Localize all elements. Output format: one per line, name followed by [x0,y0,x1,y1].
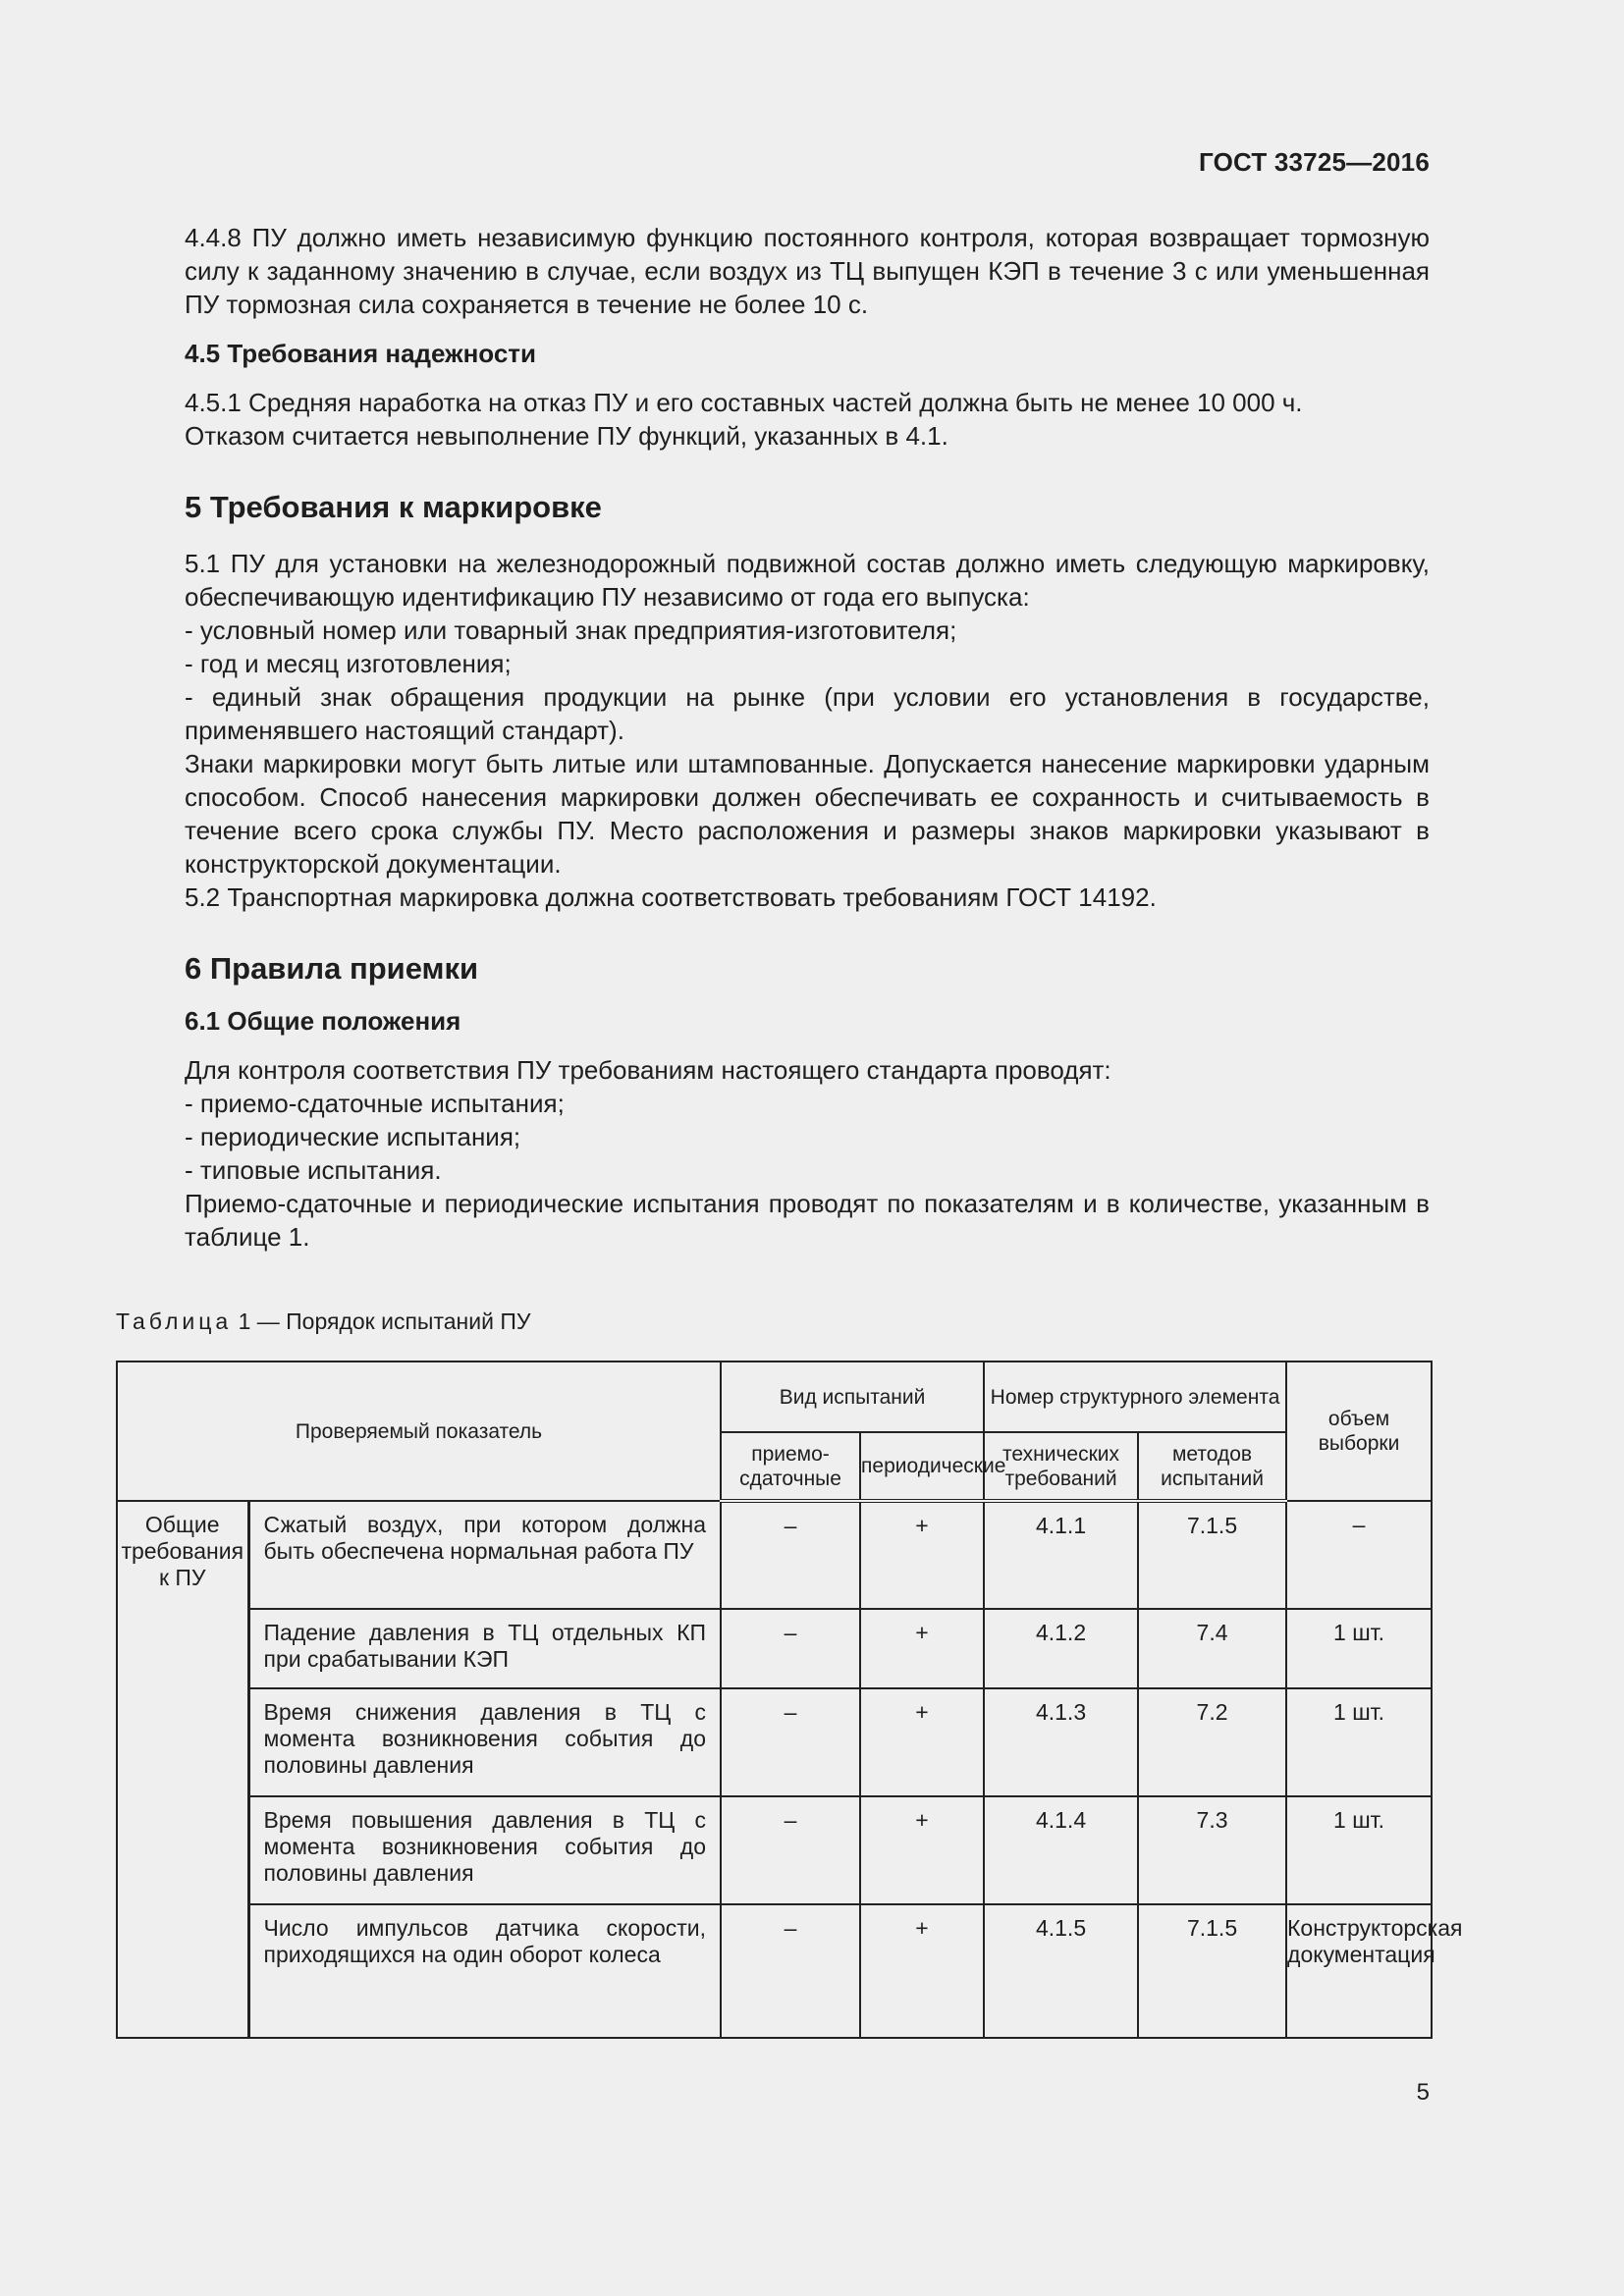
paragraph-4-5-1: 4.5.1 Средняя наработка на отказ ПУ и его составных частей должна быть не менее 10 000 ч. [185,388,1303,417]
heading-6-1: 6.1 Общие положения [185,1006,461,1036]
periodic-cell: + [860,1609,984,1688]
indicator-cell: Время снижения давления в ТЦ с момента возникновения события до половины давления [248,1688,721,1796]
tech-cell: 4.1.4 [984,1796,1138,1904]
table-row [117,1904,1432,2038]
list-item: - типовые испытания. [185,1155,442,1185]
sample-cell: 1 шт. [1286,1796,1432,1904]
table-row [117,1609,1432,1688]
indicator-cell: Число импульсов датчика скорости, приходящихся на один оборот колеса [248,1904,721,2038]
document-body [185,221,1430,1254]
header-acceptance: приемо-сдаточные [721,1432,860,1501]
acceptance-cell: – [721,1904,860,2038]
header-element-number: Номер структурного элемента [984,1362,1286,1432]
paragraph-4-4-8: 4.4.8 ПУ должно иметь независимую функцию постоянного контроля, которая возвращает тормозную силу к заданному значению в случае, если воздух из ТЦ выпущен КЭП в течение 3 с или уменьшенная ПУ тормозная сила сохраняется в течение не более 10 с. [185,223,1430,319]
list-item: - приемо-сдаточные испытания; [185,1089,565,1118]
method-cell: 7.1.5 [1138,1501,1286,1609]
table-row [117,1688,1432,1796]
header-indicator: Проверяемый показатель [117,1362,721,1501]
periodic-cell: + [860,1796,984,1904]
periodic-cell: + [860,1501,984,1609]
acceptance-cell: – [721,1688,860,1796]
sample-cell: 1 шт. [1286,1609,1432,1688]
table-caption-title: 1 — Порядок испытаний ПУ [238,1308,531,1334]
table-caption [116,1308,530,1335]
paragraph-5-2: 5.2 Транспортная маркировка должна соответствовать требованиям ГОСТ 14192. [185,882,1157,912]
method-cell: 7.3 [1138,1796,1286,1904]
periodic-cell: + [860,1688,984,1796]
sample-cell: 1 шт. [1286,1688,1432,1796]
header-test-methods: методов испытаний [1138,1432,1286,1501]
tech-cell: 4.1.1 [984,1501,1138,1609]
tech-cell: 4.1.2 [984,1609,1138,1688]
header-tech-requirements: технических требований [984,1432,1138,1501]
paragraph-5-1-b: Знаки маркировки могут быть литые или штампованные. Допускается нанесение маркировки ударным способом. Способ нанесения маркировки должен обеспечивать ее сохранность и считываемость в течение всего срока службы ПУ. Место расположения и размеры знаков маркировки указывают в конструкторской документации. [185,749,1430,879]
sample-cell: Конструкторская документация [1286,1904,1432,2038]
paragraph-6-1: Для контроля соответствия ПУ требованиям настоящего стандарта проводят: [185,1055,1111,1085]
header-test-type: Вид испытаний [721,1362,984,1432]
list-item: - периодические испытания; [185,1122,521,1151]
table-row [117,1501,1432,1609]
heading-section-5: 5 Требования к маркировке [185,490,602,524]
list-item: - условный номер или товарный знак предприятия-изготовителя; [185,615,957,645]
acceptance-cell: – [721,1609,860,1688]
periodic-cell: + [860,1904,984,2038]
paragraph-5-1: 5.1 ПУ для установки на железнодорожный подвижной состав должно иметь следующую маркировку, обеспечивающую идентификацию ПУ независимо от года его выпуска: [185,549,1430,612]
list-item: - год и месяц изготовления; [185,649,512,678]
sample-cell: – [1286,1501,1432,1609]
tech-cell: 4.1.3 [984,1688,1138,1796]
list-item: - единый знак обращения продукции на рынке (при условии его установления в государстве, применявшего настоящий стандарт). [185,682,1430,745]
table-caption-word: Таблица [116,1308,233,1334]
paragraph-4-5-1-b: Отказом считается невыполнение ПУ функций, указанных в 4.1. [185,421,948,451]
page-number: 5 [1416,2079,1430,2106]
tests-table [116,1361,1463,2039]
heading-4-5: 4.5 Требования надежности [185,339,537,368]
tech-cell: 4.1.5 [984,1904,1138,2038]
acceptance-cell: – [721,1501,860,1609]
group-cell: Общие требования к ПУ [117,1501,248,2038]
header-sample-size: объем выборки [1286,1362,1432,1501]
method-cell: 7.4 [1138,1609,1286,1688]
header-periodic: периодические [860,1432,984,1501]
indicator-cell: Время повышения давления в ТЦ с момента возникновения события до половины давления [248,1796,721,1904]
heading-section-6: 6 Правила приемки [185,951,479,986]
paragraph-6-1-b: Приемо-сдаточные и периодические испытания проводят по показателям и в количестве, указанным в таблице 1. [185,1189,1430,1252]
table-row [117,1796,1432,1904]
method-cell: 7.1.5 [1138,1904,1286,2038]
page-header-standard: ГОСТ 33725—2016 [1199,147,1430,177]
indicator-cell: Сжатый воздух, при котором должна быть обеспечена нормальная работа ПУ [248,1501,721,1609]
acceptance-cell: – [721,1796,860,1904]
indicator-cell: Падение давления в ТЦ отдельных КП при срабатывании КЭП [248,1609,721,1688]
method-cell: 7.2 [1138,1688,1286,1796]
